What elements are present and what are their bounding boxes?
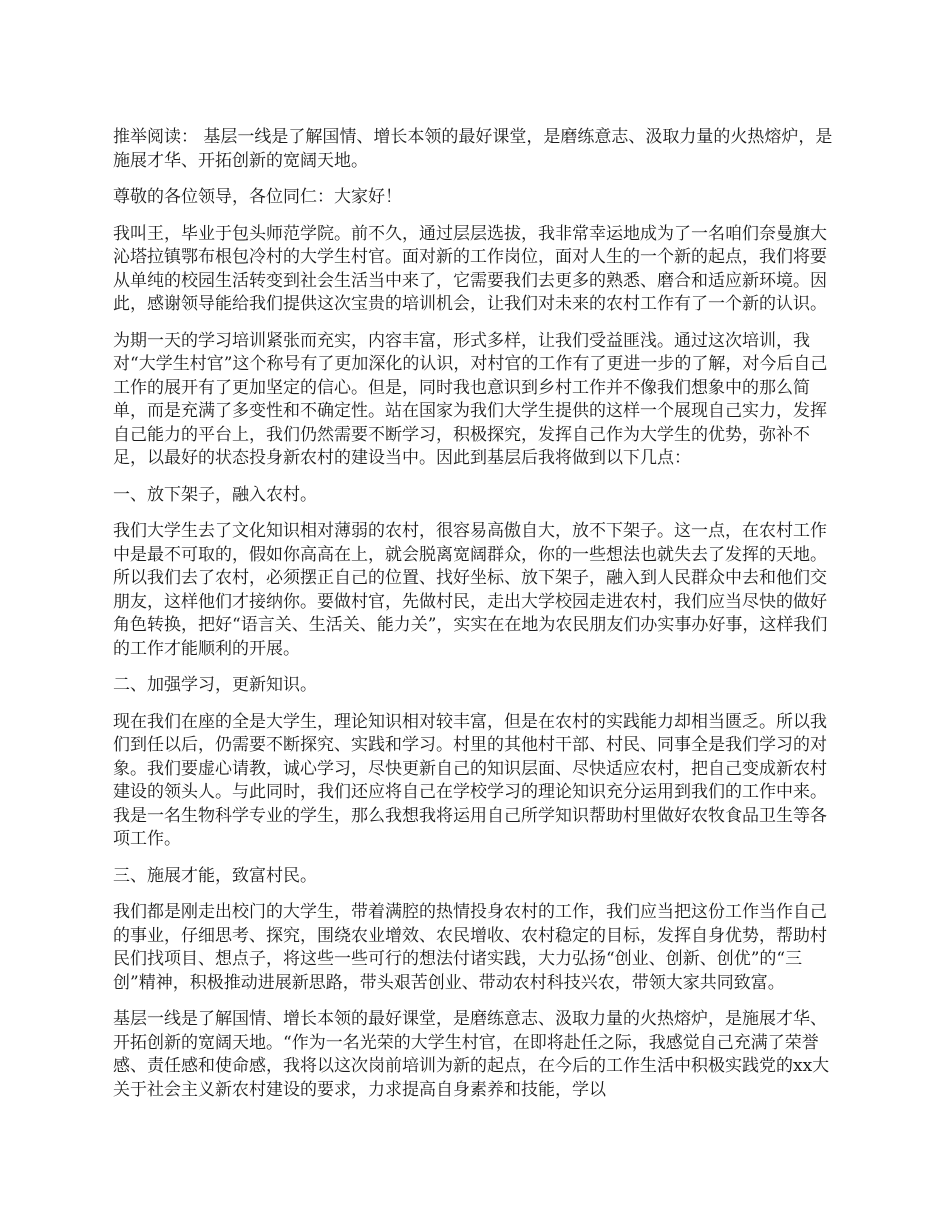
paragraph-section-2: 现在我们在座的全是大学生，理论知识相对较丰富，但是在农村的实践能力却相当匮乏。所以我们到任以后，仍需要不断探究、实践和学习。村里的其他村干部、村民、同事全是我们学习的对象。我们要虚心请教，诚心学习，尽快更新自己的知识层面、尽快适应农村，把自己变成新农村建设的领头人。与此同时，我们还应将自己在学校学习的理论知识充分运用到我们的工作中来。我是一名生物科学专业的学生，那么我想我将运用自己所学知识帮助村里做好农牧食品卫生等各项工作。 [113, 711, 827, 849]
paragraph-section-1: 我们大学生去了文化知识相对薄弱的农村，很容易高傲自大，放不下架子。这一点，在农村工作中是最不可取的，假如你高高在上，就会脱离宽阔群众，你的一些想法也就失去了发挥的天地。所以我们去了农村，必须摆正自己的位置、找好坐标、放下架子，融入到人民群众中去和他们交朋友，这样他们才接纳你。要做村官，先做村民，走出大学校园走进农村，我们应当尽快的做好角色转换，把好“语言关、生活关、能力关”，实实在在地为农民朋友们办实事办好事，这样我们的工作才能顺利的开展。 [113, 521, 828, 659]
document-page [113, 126, 840, 1115]
section-heading-1: 一、放下架子，融入农村。 [113, 484, 317, 505]
section-heading-3: 三、施展才能，致富村民。 [113, 865, 317, 886]
paragraph-recommended-reading: 推举阅读： 基层一线是了解国情、增长本领的最好课堂，是磨练意志、汲取力量的火热熔炉，是施展才华、开拓创新的宽阔天地。 [113, 127, 833, 171]
paragraph-section-3: 我们都是刚走出校门的大学生，带着满腔的热情投身农村的工作，我们应当把这份工作当作自己的事业，仔细思考、探究，围绕农业增效、农民增收、农村稳定的目标，发挥自身优势，帮助村民们找项目、想点子，将这些一些可行的想法付诸实践，大力弘扬“创业、创新、创优”的“三创”精神，积极推动进展新思路，带头艰苦创业、带动农村科技兴农，带领大家共同致富。 [113, 902, 827, 993]
paragraph-conclusion: 基层一线是了解国情、增长本领的最好课堂，是磨练意志、汲取力量的火热熔炉，是施展才华、开拓创新的宽阔天地。“作为一名光荣的大学生村官，在即将赴任之际，我感觉自己充满了荣誉感、责任感和使命感，我将以这次岗前培训为新的起点，在今后的工作生活中积极实践党的xx大关于社会主义新农村建设的要求，力求提高自身素养和技能，学以 [113, 1009, 830, 1100]
paragraph-self-introduction: 我叫王，毕业于包头师范学院。前不久，通过层层选拔，我非常幸运地成为了一名咱们奈曼旗大沁塔拉镇鄂布根包冷村的大学生村官。面对新的工作岗位，面对人生的一个新的起点，我们将要从单纯的校园生活转变到社会生活当中来了，它需要我们去更多的熟悉、磨合和适应新环境。因此，感谢领导能给我们提供这次宝贵的培训机会，让我们对未来的农村工作有了一个新的认识。 [113, 223, 827, 314]
paragraph-training-summary: 为期一天的学习培训紧张而充实，内容丰富，形式多样，让我们受益匪浅。通过这次培训，我对“大学生村官”这个称号有了更加深化的认识，对村官的工作有了更进一步的了解，对今后自己工作的展开有了更加坚定的信心。但是，同时我也意识到乡村工作并不像我们想象中的那么简单，而是充满了多变性和不确定性。站在国家为我们大学生提供的这样一个展现自己实力，发挥自己能力的平台上，我们仍然需要不断学习，积极探究，发挥自己作为大学生的优势，弥补不足，以最好的状态投身新农村的建设当中。因此到基层后我将做到以下几点： [113, 330, 828, 468]
section-heading-2: 二、加强学习，更新知识。 [113, 675, 317, 695]
paragraph-greeting: 尊敬的各位领导，各位同仁：大家好！ [113, 187, 402, 207]
